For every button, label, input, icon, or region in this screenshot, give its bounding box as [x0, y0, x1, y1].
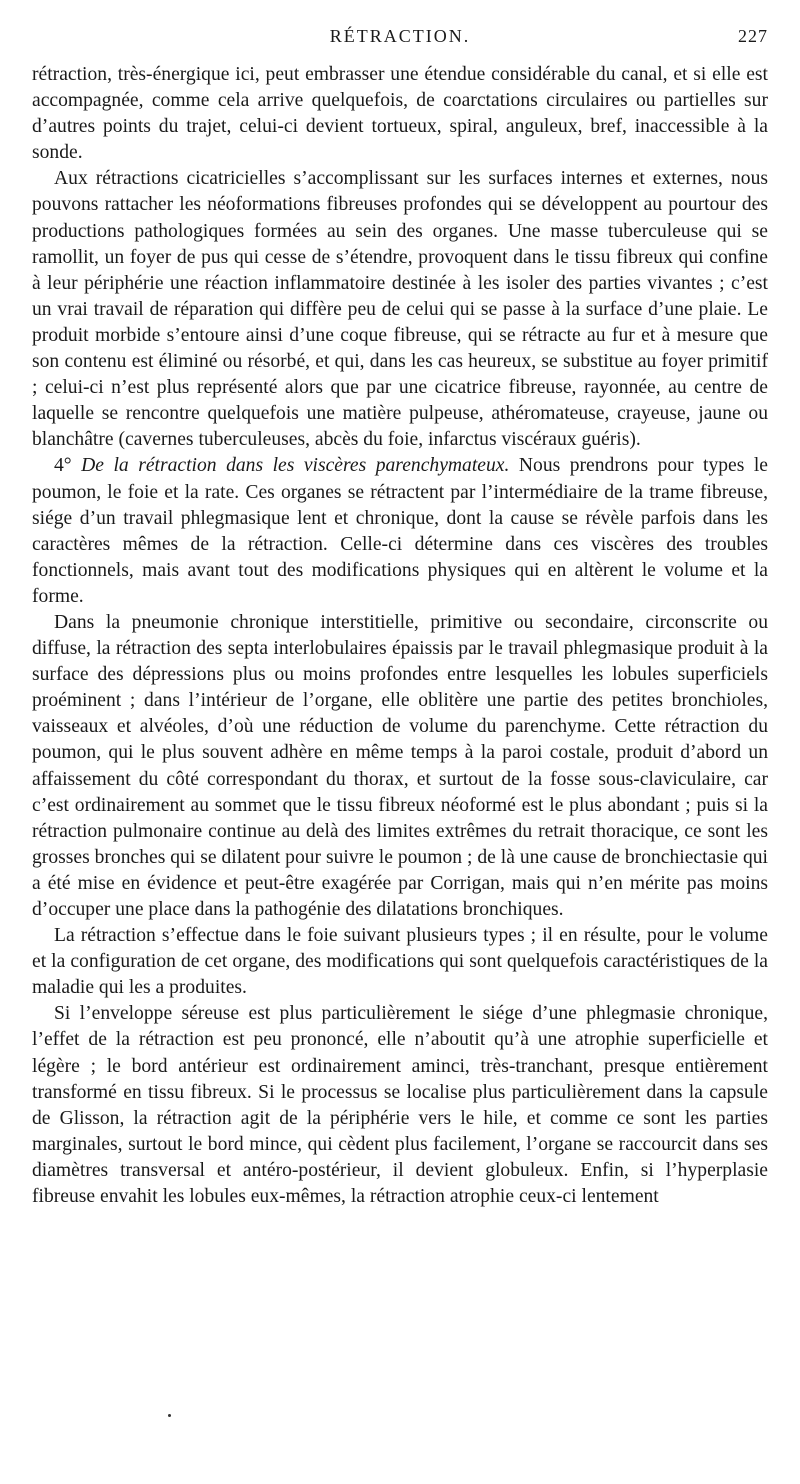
paragraph-2: Aux rétractions cicatricielles s’accomplissant sur les surfaces internes et externes, nous pouvons rattacher les néoformations fibreuses profondes qui se développent au pourtour des productions pathologiques formées au sein des organes. Une masse tuberculeuse qui se ramollit, un foyer de pus qui cesse de s’étendre, provoquent dans le tissu fibreux qui confine à leur périphérie une réaction inflammatoire destinée à les isoler des parties vivantes ; c’est un vrai travail de réparation qui diffère peu de celui qui se passe à la surface d’une plaie. Le produit morbide s’entoure ainsi d’une coque fibreuse, qui se rétracte au fur et à mesure que son contenu est éliminé ou résorbé, et qui, dans les cas heureux, se substitue au foyer primitif ; celui-ci n’est plus représenté alors que par une cicatrice fibreuse, rayonnée, au centre de laquelle se rencontre quelquefois une matière pulpeuse, athéromateuse, crayeuse, jaune ou blanchâtre (cavernes tuberculeuses, abcès du foie, infarctus viscéraux guéris). [32, 168, 768, 451]
body-text [32, 62, 768, 1210]
section-number: 4° [54, 455, 72, 477]
section-heading: De la rétraction dans les viscères parenchymateux. [81, 455, 510, 477]
page-header [32, 26, 768, 54]
book-page [32, 26, 768, 1210]
paragraph-1: rétraction, très-énergique ici, peut embrasser une étendue considérable du canal, et si elle est accompagnée, comme cela arrive quelquefois, de coarctations circulaires ou partielles sur d’autres points du trajet, celui-ci devient tortueux, spiral, anguleux, bref, inaccessible à la sonde. [32, 64, 768, 164]
page-number: 227 [738, 26, 768, 46]
paragraph-6: Si l’enveloppe séreuse est plus particulièrement le siége d’une phlegmasie chronique, l’effet de la rétraction est peu prononcé, elle n’aboutit qu’à une atrophie superficielle et légère ; le bord antérieur est ordinairement aminci, très-tranchant, presque entièrement transformé en tissu fibreux. Si le processus se localise plus particulièrement dans la capsule de Glisson, la rétraction agit de la périphérie vers le hile, et comme ce sont les parties marginales, surtout le bord mince, qui cèdent plus facilement, l’organe se raccourcit dans ses diamètres transversal et antéro-postérieur, il devient globuleux. Enfin, si l’hyperplasie fibreuse envahit les lobules eux-mêmes, la rétraction atrophie ceux-ci lentement [32, 1003, 768, 1208]
print-speck [168, 1414, 171, 1417]
paragraph-3-text: Nous prendrons pour types le poumon, le foie et la rate. Ces organes se rétractent par l’intermédiaire de la trame fibreuse, siége d’un travail phlegmasique lent et chronique, dont la cause se révèle parfois dans les caractères mêmes de la rétraction. Celle-ci détermine dans ces viscères des troubles fonctionnels, mais avant tout des modifications physiques qui en altèrent le volume et la forme. [32, 455, 768, 607]
paragraph-5: La rétraction s’effectue dans le foie suivant plusieurs types ; il en résulte, pour le volume et la configuration de cet organe, des modifications qui sont quelquefois caractéristiques de la maladie qui les a produites. [32, 925, 768, 999]
paragraph-4: Dans la pneumonie chronique interstitielle, primitive ou secondaire, circonscrite ou diffuse, la rétraction des septa interlobulaires épaissis par le travail phlegmasique produit à la surface des dépressions plus ou moins profondes entre lesquelles les lobules superficiels proéminent ; dans l’intérieur de l’organe, elle oblitère une partie des petites bronchioles, vaisseaux et alvéoles, d’où une réduction de volume du parenchyme. Cette rétraction du poumon, qui le plus souvent adhère en même temps à la paroi costale, produit d’abord un affaissement du côté correspondant du thorax, et surtout de la fosse sous-claviculaire, car c’est ordinairement au sommet que le tissu fibreux néoformé est le plus abondant ; puis si la rétraction pulmonaire continue au delà des limites extrêmes du retrait thoracique, ce sont les grosses bronches qui se dilatent pour suivre le poumon ; de là une cause de bronchiectasie qui a été mise en évidence et peut-être exagérée par Corrigan, mais qui n’en mérite pas moins d’occuper une place dans la pathogénie des dilatations bronchiques. [32, 611, 768, 920]
running-title: RÉTRACTION. [329, 26, 471, 46]
paragraph-3 [32, 453, 768, 610]
